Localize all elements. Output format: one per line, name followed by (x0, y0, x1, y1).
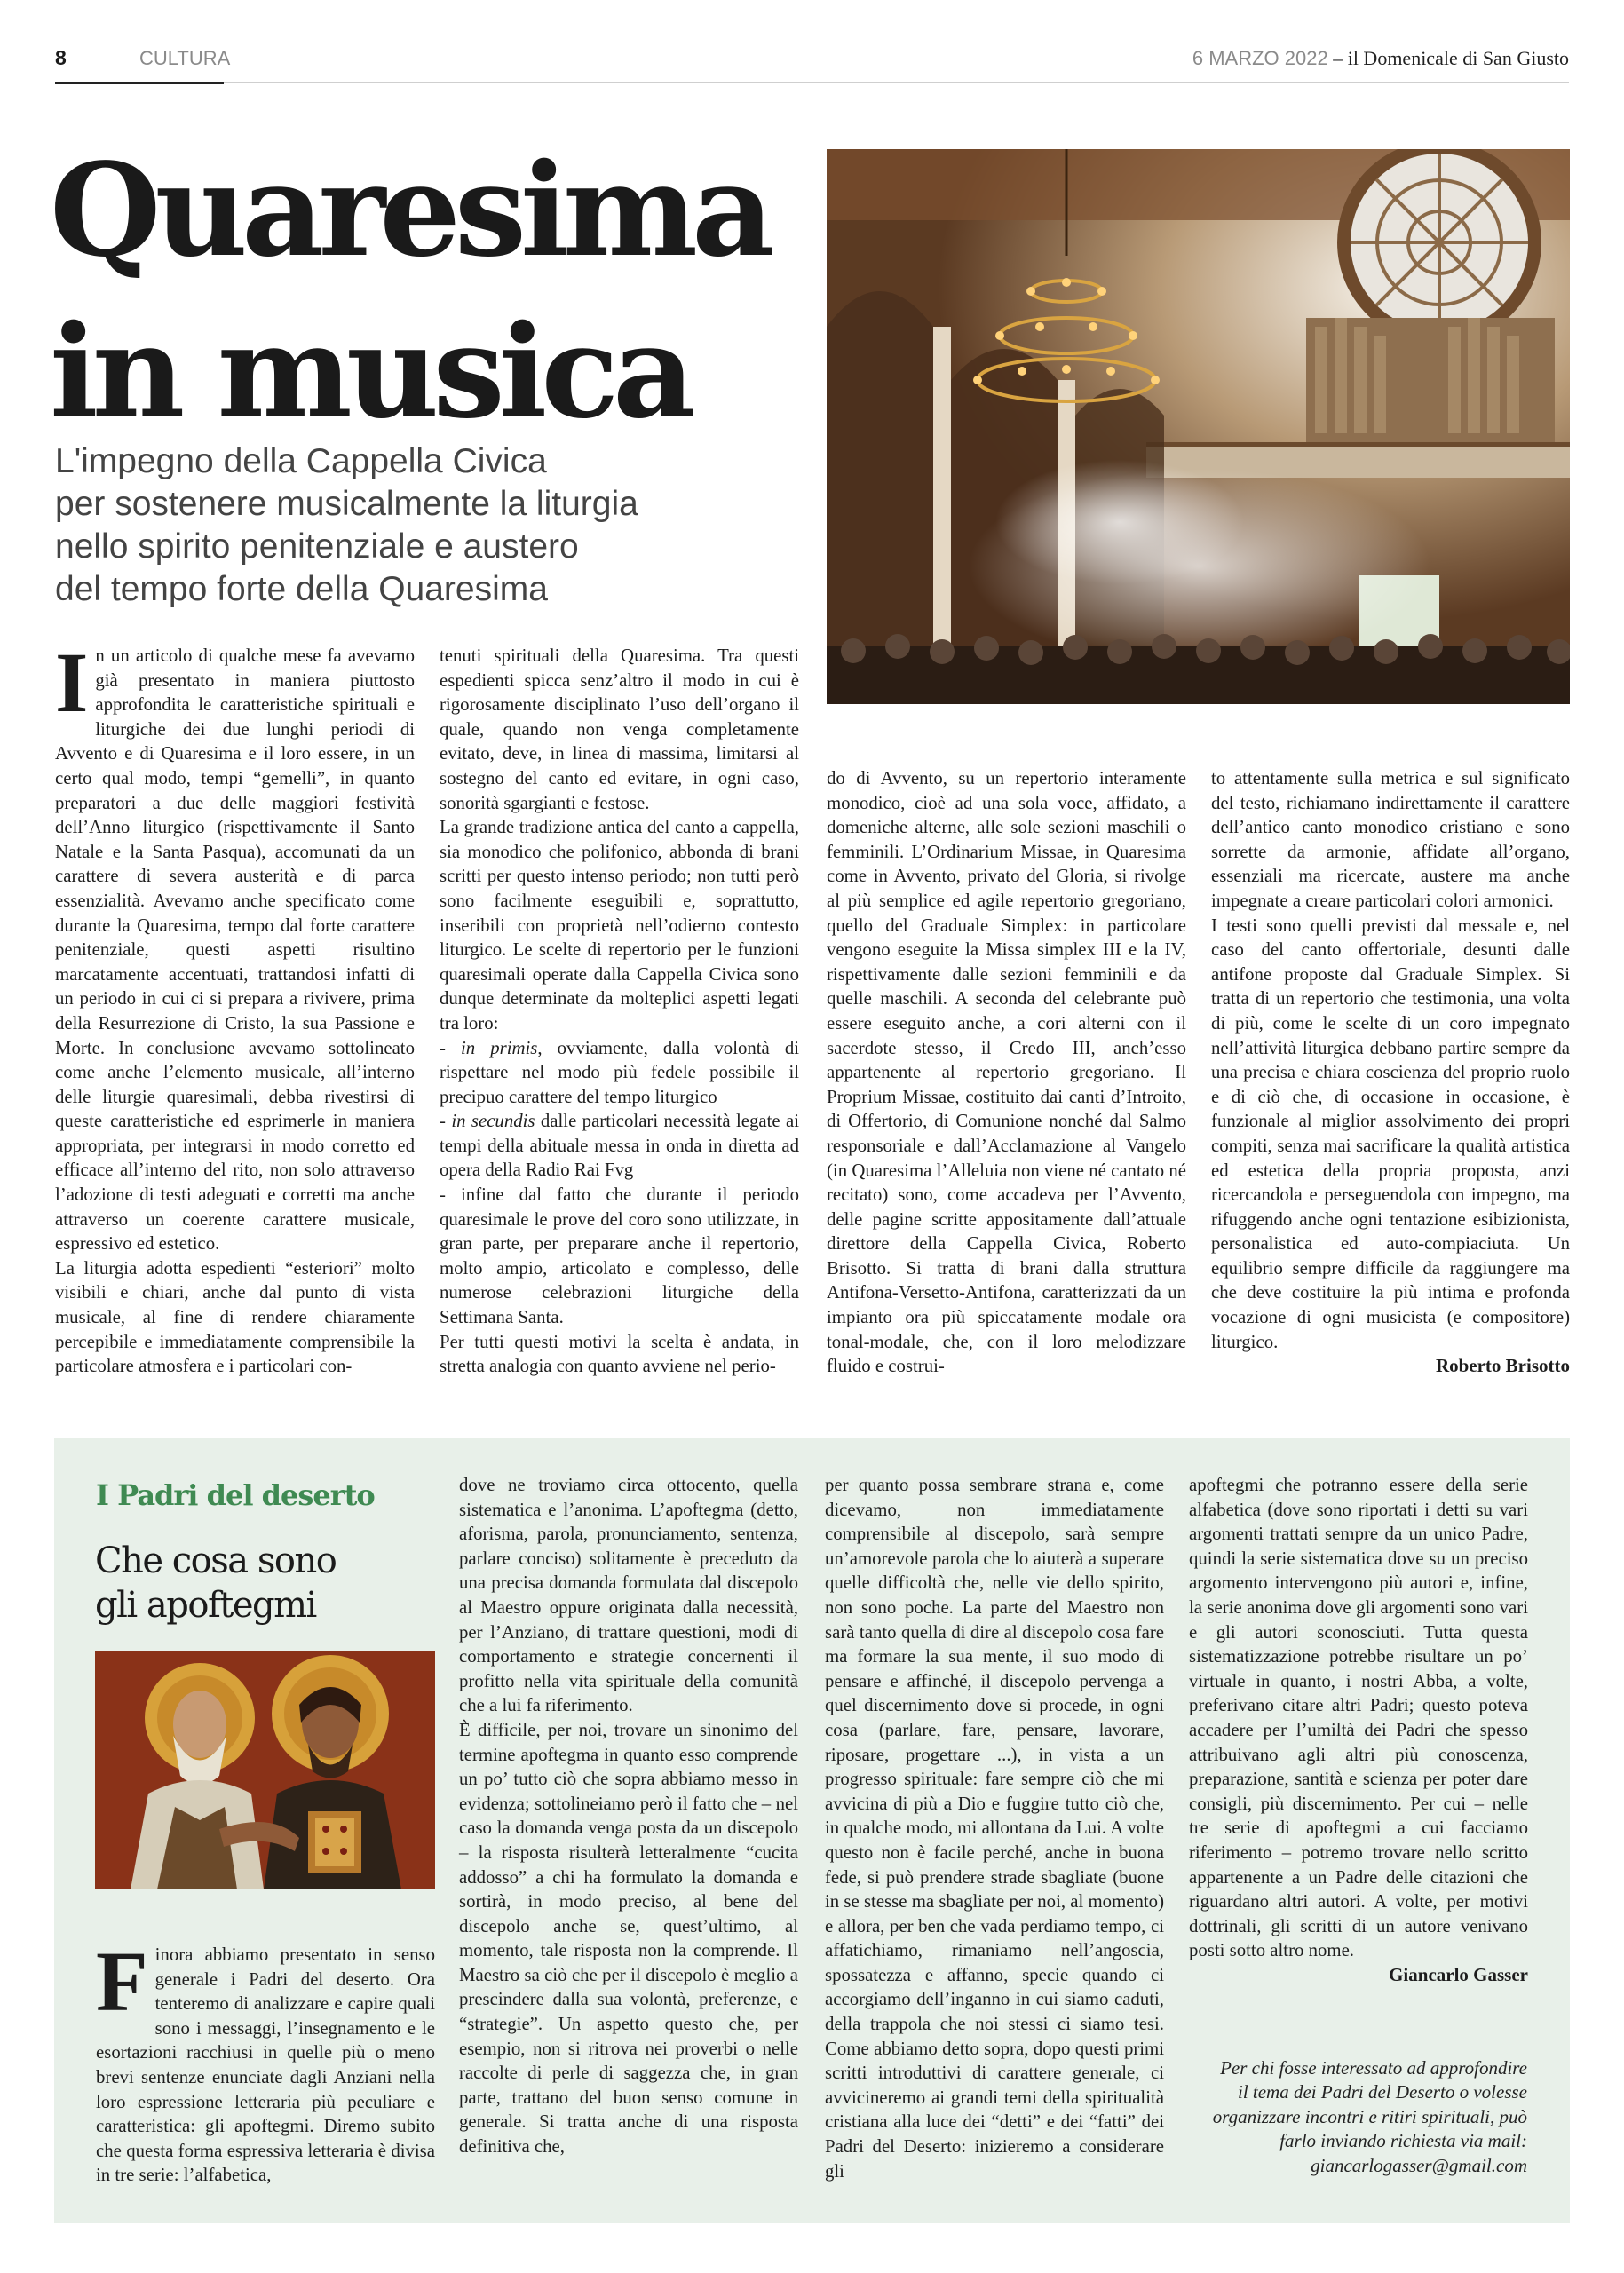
box-paragraph: per quanto possa sembrare strana e, come dicevamo, non immediatamente comprensibile al discepolo, sarà sempre un’amorevole parola che lo aiuterà a superare quelle difficoltà che, nelle vie dello spirito, non sono poche. La parte del Maestro non sarà tanto quella di dire al discepolo cosa fare ma formare la sua mente, il suo modo di pensare e affinché, il discepolo pervenga a quel discernimento dove si procede, in ogni cosa (parlare, fare, pensare, lavorare, riposare, progettare ...), in vista a un progresso spirituale: fare sempre ciò che mi avvicina di più a Dio e fuggire tutto ciò che, in qualche modo, mi allontana da Lui. A volte questo non è facile perché, anche in buona fede, si può prendere strade sbagliate (buone in se stesse ma sbagliate per noi, al momento) e allora, per ben che vada perdiamo tempo, ci affatichiamo, rimaniamo nell’angoscia, spossatezza e affanno, specie quando ci accorgiamo dell’inganno in cui siamo caduti, della trappola che noi stessi ci siamo tesi. Come abbiamo detto sopra, dopo questi primi scritti introduttivi di carattere generale, ci avvicineremo ai grandi temi della spiritualità cristiana alla luce dei “detti” e dei “fatti” dei Padri del Deserto: inizieremo a considerare gli (825, 1475, 1164, 2182)
article-paragraph: to attentamente sulla metrica e sul significato del testo, richiamano indirettamente il carattere dell’antico canto monodico cristiano e sono sorrette da armonie, affidate all’organo, essenziali ma ricercate, austere ma anche impegnate a creare particolari colori armonici. (1211, 768, 1570, 911)
list-item-em: in secundis (451, 1111, 535, 1132)
box-paragraph: inora abbiamo presentato in senso generale i Padri del deserto. Ora tenteremo di analizzare e capire quali sono i messaggi, l’insegnamento e le esortazioni racchiusi in quelle più o meno brevi sentenze enunciate dagli Anziani nella loro espressione letteraria più peculiare e caratteristica: gli apoftegmi. Diremo subito che questa forma espressiva letteraria è divisa in tre serie: l’alfabetica, (96, 1944, 435, 2186)
list-item-text: infine dal fatto che durante il periodo quaresimale le prove del coro sono utilizzate, in gran parte, per preparare anche il repertorio, molto ampio, articolato e complesso, delle numerose celebrazioni liturgiche della Settimana Santa. (440, 1184, 799, 1328)
list-item: - in secundis dalle particolari necessità legate ai tempi della abituale messa in onda in diretta ad opera della Radio Rai Fvg (440, 1111, 799, 1181)
list-item-text: , ovviamente, dalla volontà di rispettare nel modo più fedele possibile il precipuo carattere del tempo liturgico (440, 1037, 800, 1107)
box-title-line: Che cosa sono (95, 1540, 337, 1581)
article-paragraph: do di Avvento, su un repertorio interamente monodico, cioè ad una sola voce, affidato, a domeniche alterne, alle sole sezioni maschili o femminili. L’Ordinarium Missae, in Quaresima come in Avvento, privato del Gloria, si rivolge al più semplice ed agile repertorio gregoriano, quello del Graduale Simplex: in particolare vengono eseguite la Missa simplex III e la IV, rispettivamente dalle sezioni femminili e da quelle maschili. A seconda del celebrante può essere eseguito anche, a cori alterni con il sacerdote stesso, il Credo III, anch’esso appartenente al repertorio gregoriano. Il Proprium Missae, costituito dai canti d’Introito, di Offertorio, di Comunione nonché dal Salmo responsoriale e dall’Acclamazione al Vangelo (in Quaresima l’Alleluia non viene né cantato né recitato) sono, come accadeva per l’Avvento, delle pagine scritte appositamente dall’attuale direttore della Cappella Civica, Roberto Brisotto. Si tratta di brani dalla struttura Antifona-Versetto-Antifona, caratterizzati da un impianto ora più spiccatamente modale ora tonal-modale, che, con il loro melodizzare fluido e costrui- (827, 768, 1186, 1377)
subtitle-line: L'impegno della Cappella Civica (55, 442, 547, 480)
box-paragraph: apoftegmi che potranno essere della serie alfabetica (dove sono riportati i detti su vari argomenti trattati sempre da un unico Padre, quindi la serie sistematica dove su un preciso argomento intervengono più autori e, infine, la serie anonima dove gli argomenti sono vari e gli autori sconosciuti. Tutta questa sistematizzazione potrebbe risultare un po’ virtuale in quanto, i nostri Abba, a volte, preferivano citare altri Padri; questo poteva accadere per l’umiltà dei Padri che spesso attribuivano agli altri più conoscenza, preparazione, santità e scienza per poter dare consigli, più discernimento. Per cui – nelle tre serie di apoftegmi a cui facciamo riferimento – potremo trovare nello scritto appartenente a un Padre delle citazioni che riguardano altri autori. A volte, per motivi dottrinali, gli scritti di un autore venivano posti sotto altro nome. (1189, 1475, 1528, 1961)
contact-email[interactable]: giancarlogasser@gmail.com (1311, 2154, 1527, 2176)
box-column-2 (459, 1473, 798, 2159)
article-paragraph: La grande tradizione antica del canto a cappella, sia monodico che polifonico, abbonda di brani scritti per questo intenso periodo; non tutti però sono facilmente eseguibili e, soprattutto, inseribili con proprietà nell’odierno contesto liturgico. Le scelte di repertorio per le funzioni quaresimali operate dalla Cappella Civica sono dunque determinate da molteplici aspetti legati tra loro: (440, 817, 799, 1034)
box-column-1 (96, 1934, 435, 2188)
contact-note (1163, 2056, 1527, 2178)
article-paragraph: tenuti spirituali della Quaresima. Tra questi espedienti spicca senz’altro il modo in cui è rigorosamente disciplinato l’uso dell’organo il quale, quando non venga completamente evitato, deve, in linea di massima, limitarsi al sostegno del canto ed evitare, in ogni caso, sonorità sgargianti e festose. (440, 645, 799, 813)
list-item-em: in primis (460, 1037, 538, 1058)
publication-name: il Domenicale di San Giusto (1347, 47, 1569, 69)
article-column-4 (1211, 766, 1570, 1379)
page-number: 8 (55, 46, 67, 69)
article-subtitle (55, 440, 765, 611)
article-paragraph: n un articolo di qualche mese fa avevamo già presentato in maniera piuttosto approfondita le caratteristiche spirituali e liturgiche dei due lunghi periodi di Avvento e di Quaresima e il loro essere, in un certo qual modo, tempi “gemelli”, in quanto preparatori a due delle maggiori festività dell’Anno liturgico (rispettivamente il Santo Natale e la Santa Pasqua), accomunati da un carattere di severa austerità e di parca essenzialità. Avevamo anche specificato come durante la Quaresima, tempo dal forte carattere penitenziale, questi aspetti risultino marcatamente accentuati, trattandosi infatti di un periodo in cui ci si prepara a rivivere, prima della Resurrezione di Cristo, la sua Passione e Morte. In conclusione avevamo sottolineato come anche l’elemento musicale, all’interno delle liturgie quaresimali, debba rivestirsi di queste caratteristiche ed esprimerle in maniera appropriata, per integrarsi in modo corretto ed efficace all’interno del rito, non solo attraverso l’adozione di testi adeguati e corretti ma anche attraverso un coerente carattere musicale, espressivo ed estetico. (55, 645, 415, 1255)
header-rule (55, 82, 1569, 83)
box-column-3 (825, 1473, 1164, 2183)
church-interior-photo (827, 149, 1570, 704)
section-label: CULTURA (139, 47, 231, 69)
box-column-4 (1189, 1473, 1528, 1987)
article-column-3 (827, 766, 1186, 1379)
list-item: - infine dal fatto che durante il periodo quaresimale le prove del coro sono utilizzate, in gran parte, per preparare anche il repertorio, molto ampio, articolato e complesso, delle numerose celebrazioni liturgiche della Settimana Santa. (440, 1184, 799, 1328)
subtitle-line: nello spirito penitenziale e austero (55, 527, 579, 566)
subtitle-line: per sostenere musicalmente la liturgia (55, 485, 638, 523)
subtitle-line: del tempo forte della Quaresima (55, 570, 548, 608)
page-header (55, 46, 1569, 78)
article-paragraph: La liturgia adotta espedienti “esteriori” molto visibili e chiari, anche dal punto di vista musicale, al fine di rendere chiaramente percepibile e immediatamente comprensibile la particolare atmosfera e i particolari con- (55, 1257, 415, 1377)
list-item-text: dalle particolari necessità legate ai tempi della abituale messa in onda in diretta ad opera della Radio Rai Fvg (440, 1111, 799, 1181)
box-tag: I Padri del deserto (96, 1478, 375, 1512)
note-line: organizzare incontri e ritiri spirituali, può (1212, 2105, 1527, 2127)
box-author: Giancarlo Gasser (1389, 1963, 1528, 1985)
article-paragraph: I testi sono quelli previsti dal messale e, nel caso del canto offertoriale, desunti dalle antifone proposte dal Graduale Simplex. Si tratta di un repertorio che testimonia, una volta di più, come le scelte di un coro impegnato nell’attività liturgica debbano partire sempre da una precisa e chiara coscienza del proprio ruolo e di ciò che, di occasione in occasione, è funzionale al miglior assolvimento dei propri compiti, senza mai sacrificare la qualità artistica ed estetica della propria proposta, anzi ricercandola e perseguendola con impegno, ma rifuggendo anche ogni tentazione esibizionista, personalistica ed auto-compiaciuta. Un equilibrio sempre difficile da raggiungere ma che deve costituire la più intima e profonda vocazione di ogni musicista (e compositore) liturgico. (1211, 915, 1570, 1352)
box-title (95, 1539, 432, 1628)
article-paragraph: Per tutti questi motivi la scelta è andata, in stretta analogia con quanto avviene nel perio- (440, 1331, 799, 1377)
article-author: Roberto Brisotto (1435, 1355, 1570, 1377)
note-line: farlo inviando richiesta via mail: (1279, 2130, 1527, 2152)
box-drop-cap: F (96, 1934, 148, 2029)
issue-date: 6 MARZO 2022 (1192, 47, 1328, 69)
box-paragraph: È difficile, per noi, trovare un sinonimo del termine apoftegma in quanto esso comprende un po’ tutto ciò che sopra abbiamo messo in evidenza; sottolineiamo però il fatto che – nel caso la domanda venga posta da un discepolo – la risposta risulterà letteralmente “cucita addosso” a chi ha formulato la domanda e sortirà, in modo preciso, al bene del discepolo anche se, quest’ultimo, al momento, tale risposta non la comprende. Il Maestro sa ciò che per il discepolo è meglio a prescindere dalla sua volontà, preferenze, e “strategie”. Un aspetto questo che, per esempio, non si ritrova nei proverbi o nelle raccolte di perle di saggezza che, in gran parte, trattano del buon senso comune in generale. Si tratta anche di una risposta definitiva che, (459, 1719, 798, 2158)
title-line: Quaresima (50, 135, 769, 285)
list-item: - in primis, ovviamente, dalla volontà di rispettare nel modo più fedele possibile il precipuo carattere del tempo liturgico (440, 1037, 800, 1107)
box-title-line: gli apoftegmi (95, 1585, 316, 1626)
note-line: Per chi fosse interessato ad approfondire (1220, 2057, 1527, 2079)
drop-cap: I (55, 635, 89, 730)
title-line: in musica (50, 297, 690, 447)
issue-info (1192, 47, 1569, 70)
note-line: il tema dei Padri del Deserto o volesse (1237, 2081, 1527, 2103)
article-column-2 (440, 644, 799, 1379)
article-title (50, 130, 804, 453)
issue-separator: – (1327, 47, 1348, 69)
article-column-1 (55, 635, 415, 1379)
header-rule-accent (55, 82, 224, 84)
box-paragraph: dove ne troviamo circa ottocento, quella sistematica e l’anonima. L’apoftegma (detto, aforisma, parola, pronunciamento, sentenza, parlare conciso) solitamente è preceduto da una precisa domanda formulata dal discepolo al Maestro oppure originata dalla necessità, per l’Anziano, di trattare questioni, modi di comportamento e strategie concernenti il profitto nella vita spirituale della comunità che a lui fa riferimento. (459, 1475, 798, 1716)
coptic-icon-image (95, 1651, 435, 1889)
